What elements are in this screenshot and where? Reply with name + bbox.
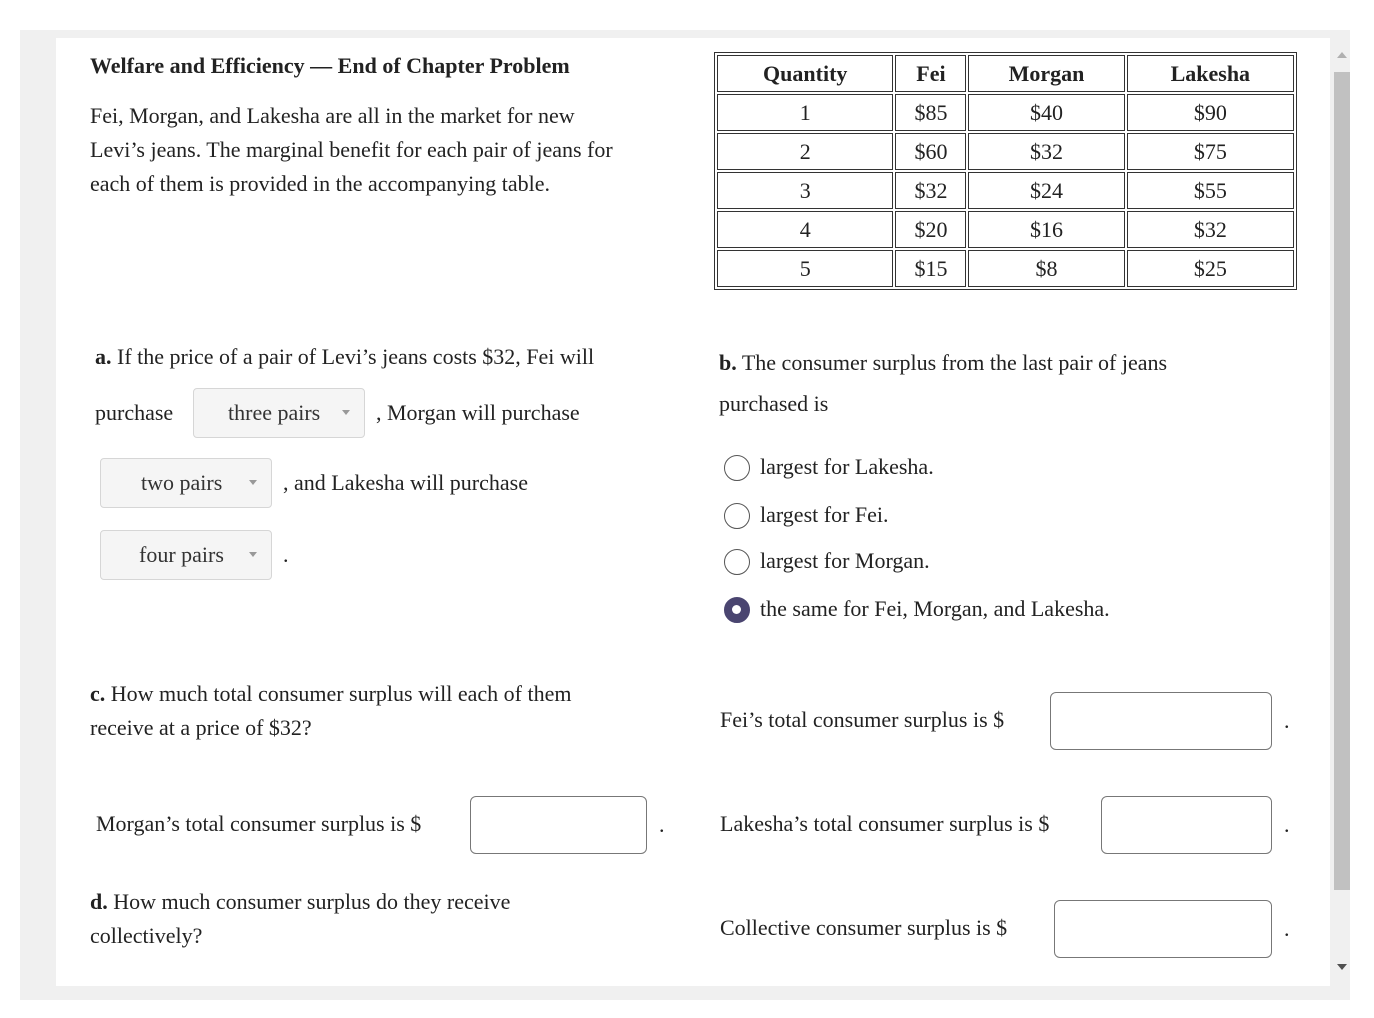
part-d-question (90, 885, 510, 919)
fei-surplus-period: . (1284, 708, 1290, 733)
intro-line-2: Levi’s jeans. The marginal benefit for each pair of jeans for (90, 137, 613, 162)
table-row (717, 94, 1294, 131)
table-row (717, 250, 1294, 287)
intro-line-1: Fei, Morgan, and Lakesha are all in the market for new (90, 103, 575, 128)
part-a-label: a. (95, 344, 112, 369)
cell-quantity: 5 (717, 250, 893, 287)
collective-surplus-period: . (1284, 916, 1290, 941)
part-a-morgan-text: , Morgan will purchase (376, 400, 580, 425)
marginal-benefit-table (714, 52, 1297, 290)
lakesha-surplus-input[interactable] (1101, 796, 1272, 854)
problem-title: Welfare and Efficiency — End of Chapter Problem (90, 53, 570, 78)
morgan-surplus-label: Morgan’s total consumer surplus is $ (96, 811, 422, 836)
scroll-up-arrow-icon[interactable] (1337, 52, 1347, 58)
part-b-line-1: The consumer surplus from the last pair of jeans (736, 350, 1168, 375)
option-fei-label[interactable]: largest for Fei. (760, 502, 889, 527)
part-a-question (95, 340, 594, 374)
part-a-lakesha-text: , and Lakesha will purchase (283, 470, 528, 495)
chevron-down-icon (342, 410, 350, 415)
table-row (717, 133, 1294, 170)
fei-quantity-value: three pairs (228, 400, 321, 425)
part-b-question (719, 346, 1167, 380)
lakesha-quantity-value: four pairs (139, 542, 224, 567)
radio-morgan[interactable] (724, 549, 750, 575)
cell-morgan: $32 (968, 133, 1124, 170)
radio-same-selected[interactable] (724, 597, 750, 623)
lakesha-surplus-label: Lakesha’s total consumer surplus is $ (720, 811, 1050, 836)
cell-quantity: 3 (717, 172, 893, 209)
cell-lakesha: $55 (1127, 172, 1294, 209)
part-c-line-1: How much total consumer surplus will each of them (105, 681, 572, 706)
cell-lakesha: $25 (1127, 250, 1294, 287)
part-d-label: d. (90, 889, 108, 914)
cell-morgan: $16 (968, 211, 1124, 248)
scroll-down-arrow-icon[interactable] (1337, 964, 1347, 970)
cell-morgan: $8 (968, 250, 1124, 287)
cell-quantity: 1 (717, 94, 893, 131)
option-morgan-label[interactable]: largest for Morgan. (760, 548, 930, 573)
cell-fei: $32 (895, 172, 966, 209)
cell-fei: $60 (895, 133, 966, 170)
cell-lakesha: $32 (1127, 211, 1294, 248)
intro-line-3: each of them is provided in the accompanying table. (90, 171, 551, 196)
part-a-purchase-text: purchase (95, 400, 174, 425)
radio-fei[interactable] (724, 503, 750, 529)
fei-surplus-input[interactable] (1050, 692, 1272, 750)
table-row (717, 211, 1294, 248)
radio-lakesha[interactable] (724, 455, 750, 481)
morgan-surplus-input[interactable] (470, 796, 647, 854)
lakesha-quantity-dropdown[interactable] (100, 530, 272, 580)
part-d-line-1: How much consumer surplus do they receive (107, 889, 511, 914)
collective-surplus-label: Collective consumer surplus is $ (720, 915, 1008, 940)
cell-fei: $85 (895, 94, 966, 131)
cell-lakesha: $75 (1127, 133, 1294, 170)
morgan-surplus-period: . (659, 812, 665, 837)
part-a-line-1: If the price of a pair of Levi’s jeans costs $32, Fei will (111, 344, 595, 369)
scrollbar-thumb[interactable] (1334, 72, 1350, 890)
part-c-label: c. (90, 681, 106, 706)
cell-morgan: $40 (968, 94, 1124, 131)
part-b-line-2: purchased is (719, 391, 829, 416)
part-a-end-period: . (283, 542, 289, 567)
part-d-line-2: collectively? (90, 923, 203, 948)
header-morgan: Morgan (968, 55, 1124, 92)
part-b-label: b. (719, 350, 737, 375)
morgan-quantity-dropdown[interactable] (100, 458, 272, 508)
part-c-line-2: receive at a price of $32? (90, 715, 312, 740)
cell-quantity: 4 (717, 211, 893, 248)
option-lakesha-label[interactable]: largest for Lakesha. (760, 454, 934, 479)
cell-fei: $15 (895, 250, 966, 287)
collective-surplus-input[interactable] (1054, 900, 1272, 958)
cell-morgan: $24 (968, 172, 1124, 209)
header-fei: Fei (895, 55, 966, 92)
lakesha-surplus-period: . (1284, 812, 1290, 837)
option-same-label[interactable]: the same for Fei, Morgan, and Lakesha. (760, 596, 1110, 621)
chevron-down-icon (249, 480, 257, 485)
header-quantity: Quantity (717, 55, 893, 92)
chevron-down-icon (249, 552, 257, 557)
cell-lakesha: $90 (1127, 94, 1294, 131)
fei-quantity-dropdown[interactable] (193, 388, 365, 438)
table-header-row (717, 55, 1294, 92)
morgan-quantity-value: two pairs (141, 470, 223, 495)
fei-surplus-label: Fei’s total consumer surplus is $ (720, 707, 1005, 732)
cell-fei: $20 (895, 211, 966, 248)
table-row (717, 172, 1294, 209)
header-lakesha: Lakesha (1127, 55, 1294, 92)
cell-quantity: 2 (717, 133, 893, 170)
part-c-question (90, 677, 571, 711)
